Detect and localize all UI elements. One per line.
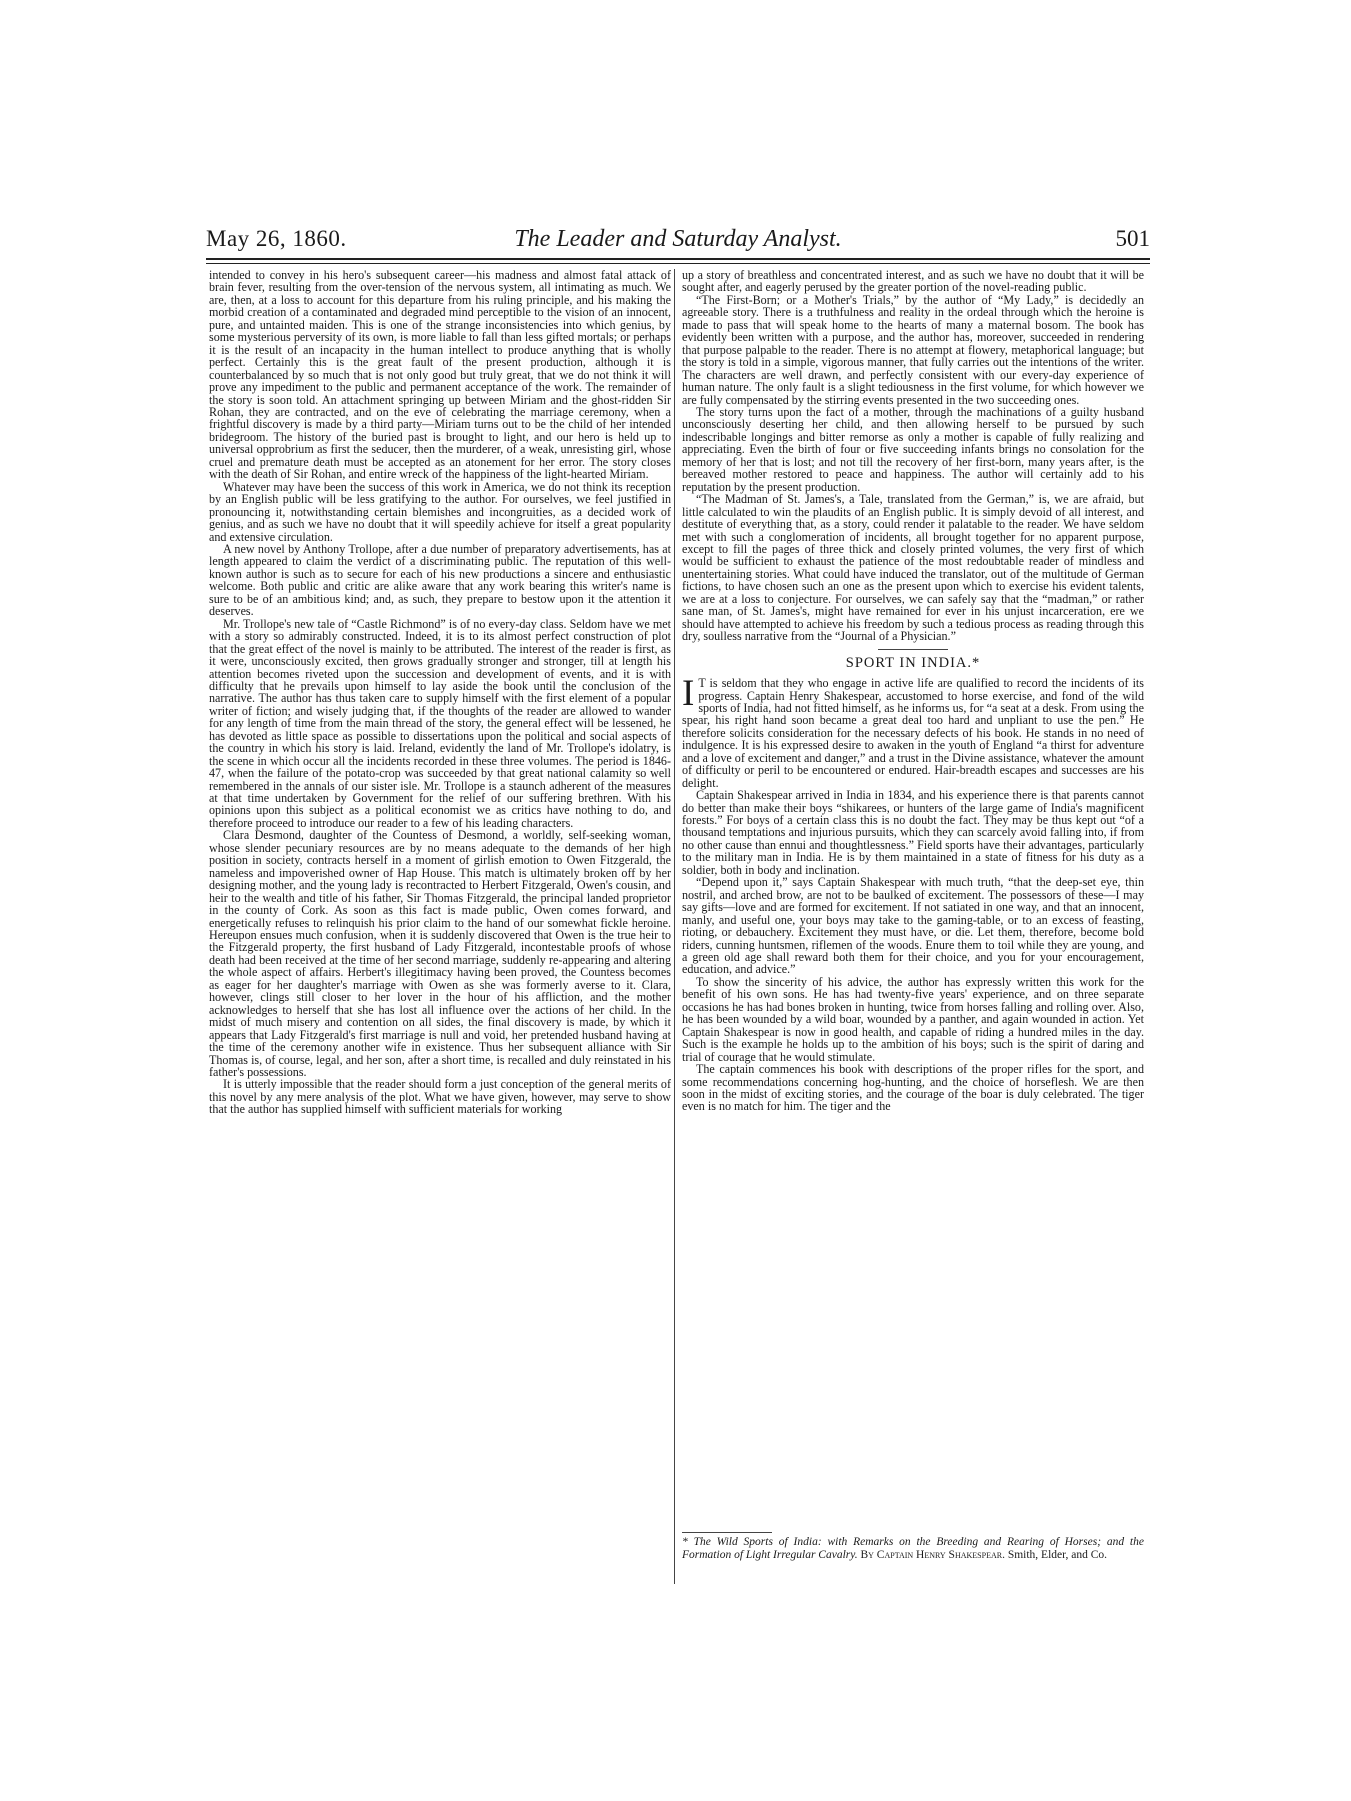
opening-text: T is seldom that they who engage in active life are qualified to record the incidents of its progress. Captain Henry Shakespear, accustomed to horse exercise, and fond of the wild sports of India, had not fitted himself, as he informs us, for “a seat at a desk. From using the spear, his right hand soon became a great deal too hard and unpliant to use the pen.” He therefore solicits consideration for the necessary defects of his book. He stands in no need of indulgence. It is his expressed desire to awaken in the youth of England “a thirst for adventure and a love of excitement and danger,” and a trust in the Divine assistance, whatever the amount of difficulty or peril to be encountered or endured. Hair-breadth escapes and successes are his delight.: [682, 676, 1144, 790]
section-title: SPORT IN INDIA.*: [845, 654, 981, 671]
article-paragraph: “The First-Born; or a Mother's Trials,” by the author of “My Lady,” is decidedly an agreeable story. There is a truthfulness and reality in the ordeal through which the heroine is made to pass that will speak home to the hearts of many a maternal bosom. The book has evidently been written with a purpose, and the author has, moreover, succeeded in rendering that purpose palpable to the reader. There is no attempt at flowery, metaphorical language; but the story is told in a simple, vigorous manner, that fully carries out the intentions of the writer. The characters are well drawn, and perfectly consistent with our every-day experience of human nature. The only fault is a slight tediousness in the first volume, for which however we are fully compensated by the stirring events presented in the two succeeding ones.: [682, 292, 1144, 407]
article-paragraph: A new novel by Anthony Trollope, after a due number of preparatory advertisements, has at length appeared to claim the verdict of a discriminating public. The reputation of this well-known author is such as to secure for each of his new productions a sincere and enthusiastic welcome. Both public and critic are alike aware that any work bearing this writer's name is sure to be of an ambitious kind; and, as such, they prepare to bestow upon it the attention it deserves.: [209, 541, 671, 619]
article-opening-paragraph: [682, 673, 1144, 790]
left-column: [209, 269, 671, 1600]
footnote-book-title: * The Wild Sports of India: with Remarks on the Breeding and Rearing of Horses; and the Formation of Light Irregular Cavalry.: [682, 1536, 1144, 1561]
right-column: [682, 269, 1144, 1525]
publication-title: The Leader and Saturday Analyst.: [514, 226, 842, 252]
article-paragraph: Captain Shakespear arrived in India in 1834, and his experience there is that parents cannot do better than make their boys “shikarees, or hunters of the large game of India's magnificent forests.” For boys of a certain class this is no doubt the fact. They may be thus kept out “of a thousand temptations and injurious pursuits, which they can scarcely avoid falling into, if from no other cause than ennui and thoughtlessness.” Field sports have their advantages, particularly to the military man in India. He is by them maintained in a state of fitness for his duty as a soldier, both in body and inclination.: [682, 788, 1144, 877]
footnote: [682, 1536, 1144, 1561]
article-paragraph: It is utterly impossible that the reader should form a just conception of the general merits of this novel by any mere analysis of the plot. What we have given, however, may serve to show that the author has supplied himself with sufficient materials for working: [209, 1077, 671, 1117]
footnote-rule: [682, 1532, 772, 1533]
article-paragraph: intended to convey in his hero's subsequent career—his madness and almost fatal attack of brain fever, resulting from the over-tension of the nervous system, all intimating as much. We are, then, at a loss to account for this departure from his ruling principle, and his making the morbid creation of a contaminated and degraded mind perceptible to the vision of an innocent, pure, and untainted maiden. This is one of the strange inconsistencies into which genius, by some mysterious perversity of its own, is more liable to fall than less gifted mortals; or perhaps it is the result of an incapacity in the human intellect to produce anything that is wholly perfect. Certainly this is the great fault of the present production, although it is counterbalanced by so much that is not only good but truly great, that we do not think it will prove any impediment to the public and permanent acceptance of the work. The remainder of the story is soon told. An attachment springing up between Miriam and the ghost-ridden Sir Rohan, they are contracted, and on the eve of celebrating the marriage ceremony, when a frightful discovery is made by a third party—Miriam turns out to be the child of her intended bridegroom. The history of the buried past is brought to light, and our hero is held up to universal opprobrium as first the seducer, then the murderer, of a weak, unresisting girl, whose cruel and premature death must be accepted as an atonement for her error. The story closes with the death of Sir Rohan, and entire wreck of the happiness of the light-hearted Miriam.: [209, 269, 671, 482]
page-header: [206, 226, 1150, 266]
article-paragraph: Whatever may have been the success of this work in America, we do not think its reception by an English public will be less gratifying to the author. For ourselves, we feel justified in pronouncing it, notwithstanding certain blemishes and incongruities, as a decided work of genius, and as such we have no doubt that it will speedily achieve for itself a great popularity and extensive circulation.: [209, 479, 671, 544]
article-paragraph: To show the sincerity of his advice, the author has expressly written this work for the benefit of his own sons. He has had twenty-five years' experience, and on three separate occasions he has had bones broken in hunting, twice from horses falling and rolling over. Also, he has been wounded by a wild boar, wounded by a panther, and again wounded in action. Yet Captain Shakespear is now in good health, and capable of riding a hundred miles in the day. Such is the example he holds up to the ambition of his boys; such is the spirit of daring and trial of courage that he would stimulate.: [682, 974, 1144, 1064]
footnote-author: By Captain Henry Shakespear.: [860, 1548, 1005, 1561]
section-separator: [878, 649, 948, 650]
article-paragraph: Clara Desmond, daughter of the Countess of Desmond, a worldly, self-seeking woman, whose slender pecuniary resources are by no means adequate to the demands of her high position in society, contracts herself in a moment of girlish emotion to Owen Fitzgerald, the nameless and impoverished owner of Hap House. This match is ultimately broken off by her designing mother, and the young lady is recontracted to Herbert Fitzgerald, Owen's cousin, and heir to the wealth and title of his father, Sir Thomas Fitzgerald, the principal landed proprietor in the county of Cork. As soon as this fact is made public, Owen comes forward, and energetically refuses to relinquish his prior claim to the hand of our somewhat fickle heroine. Hereupon ensues much confusion, when it is suddenly discovered that Owen is the true heir to the Fitzgerald property, the first husband of Lady Fitzgerald, incontestable proofs of whose death had been received at the time of her second marriage, suddenly re-appearing and altering the whole aspect of affairs. Herbert's illegitimacy having been proved, the Countess becomes as eager for her daughter's marriage with Owen as she was formerly averse to it. Clara, however, clings still closer to her lover in the hour of his affliction, and the mother acknowledges to herself that she has lost all influence over the actions of her child. In the midst of much misery and contention on all sides, the final discovery is made, by which it appears that Lady Fitzgerald's first marriage is null and void, her pretended husband having at the time of the ceremony another wife in existence. Thus her subsequent alliance with Sir Thomas is, of course, legal, and her son, after a short time, is recalled and duly reinstated in his father's possessions.: [209, 828, 671, 1079]
article-paragraph: “Depend upon it,” says Captain Shakespear with much truth, “that the deep-set eye, thin nostril, and arched brow, are not to be baulked of excitement. The possessors of these—I may say gifts—love and are formed for excitement. If not satiated in one way, and that an innocent, manly, and useful one, your boys may take to the gaming-table, or to an excess of feasting, rioting, or debauchery. Excitement they must have, or die. Let them, therefore, become bold riders, cunning huntsmen, riflemen of the woods. Enure them to toil while they are young, and a green old age shall reward both them for their choice, and you for your encouragement, education, and advice.”: [682, 875, 1144, 977]
drop-cap: I: [682, 673, 695, 715]
header-rule-thin: [206, 263, 1150, 264]
article-paragraph: Mr. Trollope's new tale of “Castle Richmond” is of no every-day class. Seldom have we met with a story so admirably constructed. Indeed, it is to its almost perfect construction of plot that the great effect of the novel is mainly to be attributed. The interest of the reader is first, as it were, unconsciously excited, then grows gradually stronger and stronger, till at length his attention becomes riveted upon the succession and development of events, and it is with difficulty that he prevails upon himself to lay aside the book until the conclusion of the narrative. The author has thus taken care to supply himself with the first element of a popular writer of fiction; and wisely judging that, if the thoughts of the reader are allowed to wander for any length of time from the main thread of the story, the general effect will be lessened, he has devoted as little space as possible to dissertations upon the political and social aspects of the country in which his story is laid. Ireland, evidently the land of Mr. Trollope's idolatry, is the scene in which occur all the incidents recorded in these three volumes. The period is 1846-47, when the failure of the potato-crop was succeeded by that great national calamity so well remembered in the annals of our sister isle. Mr. Trollope is a staunch adherent of the measures at that time undertaken by Government for the relief of our suffering brethren. With his opinions upon this subject as a political economist we as critics have nothing to do, and therefore proceed to introduce our reader to a few of his leading characters.: [209, 616, 671, 830]
article-paragraph: The story turns upon the fact of a mother, through the machinations of a guilty husband unconsciously deserting her child, and then allowing herself to be pursued by such indescribable longings and bitter remorse as only a mother is capable of fully realizing and appreciating. Even the birth of four or five succeeding infants brings no consolation for the memory of her that is lost; and not till the recovery of her first-born, many years after, is the bereaved mother restored to peace and happiness. The author will certainly add to his reputation by the present production.: [682, 404, 1144, 494]
article-paragraph: up a story of breathless and concentrated interest, and as such we have no doubt that it will be sought after, and eagerly perused by the greater portion of the novel-reading public.: [682, 269, 1144, 295]
column-divider: [674, 269, 675, 1584]
article-paragraph: “The Madman of St. James's, a Tale, translated from the German,” is, we are afraid, but little calculated to win the plaudits of an English public. It is simply devoid of all interest, and destitute of everything that, as a story, could render it palatable to the reader. We have seldom met with such a conglomeration of incidents, all brought together for no apparent purpose, except to fill the pages of three thick and closely printed volumes, the very first of which would be sufficient to exhaust the patience of the most redoubtable reader of mindless and unentertaining stories. What could have induced the translator, out of the multitude of German fictions, to have chosen such an one as the present upon which to exercise his evident talents, we are at a loss to conjecture. For ourselves, we can safely say that the “madman,” or rather sane man, of St. James's, might have remained for ever in his unjust incarceration, ere we should have attempted to achieve his freedom by such a tedious process as reading through this dry, soulless narrative from the “Journal of a Physician.”: [682, 492, 1144, 644]
article-paragraph: The captain commences his book with descriptions of the proper rifles for the sport, and some recommendations concerning hog-hunting, and the choice of horseflesh. We are then soon in the midst of exciting stories, and the courage of the boar is duly celebrated. The tiger even is no match for him. The tiger and the: [682, 1062, 1144, 1114]
issue-date: May 26, 1860.: [206, 226, 347, 251]
header-rule-thick: [206, 258, 1150, 260]
footnote-publisher: Smith, Elder, and Co.: [1007, 1548, 1108, 1561]
page-number: 501: [1115, 226, 1150, 251]
